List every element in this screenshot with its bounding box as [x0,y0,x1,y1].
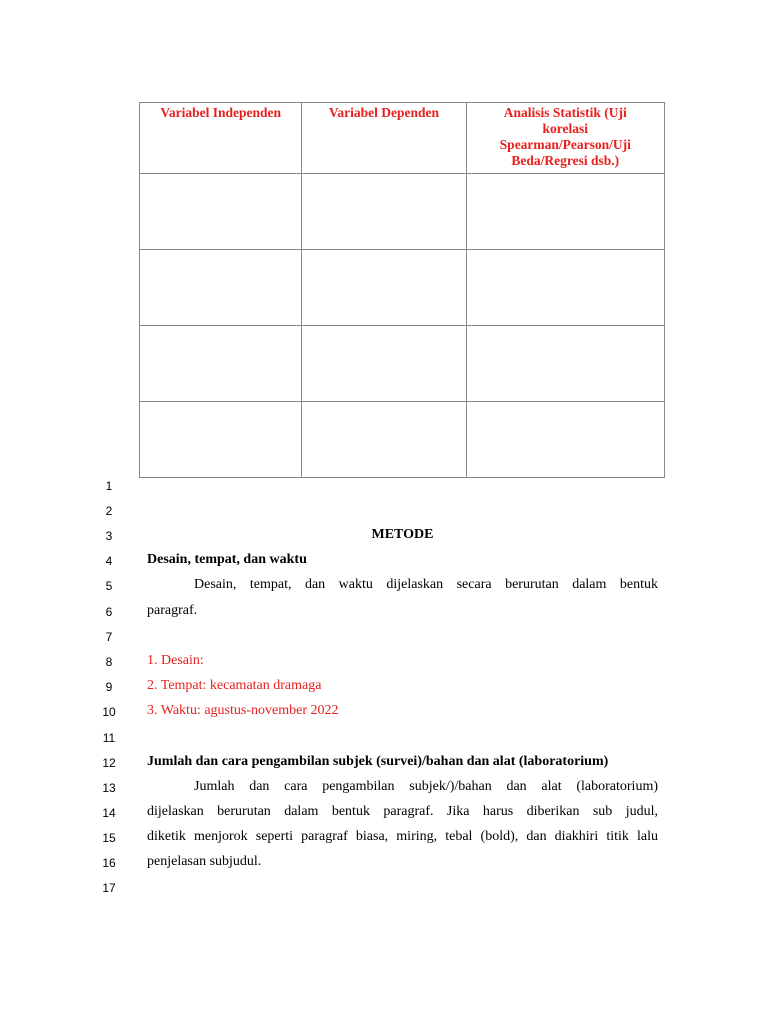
table-cell [302,174,466,250]
table-header-row [140,103,665,174]
paragraph-line: paragraf. [147,603,198,618]
line-number: 3 [105,529,113,543]
table-cell [466,326,664,402]
list-item-place: 2. Tempat: kecamatan dramaga [147,678,322,693]
list-item-time: 3. Waktu: agustus-november 2022 [147,703,339,718]
table-cell [466,174,664,250]
line-number: 5 [105,579,113,593]
table-cell [466,402,664,478]
line-number: 13 [102,781,116,795]
line-number: 16 [102,856,116,870]
table-cell [140,250,302,326]
line-number: 11 [102,731,116,745]
line-number: 10 [102,705,116,719]
line-number: 14 [102,806,116,820]
header-independent-variable: Variabel Independen [140,103,302,174]
table-cell [140,174,302,250]
paragraph-line: Desain, tempat, dan waktu dijelaskan secara berurutan dalam bentuk [194,577,658,592]
list-item-design: 1. Desain: [147,653,204,668]
table-row [140,174,665,250]
header-statistical-analysis: Analisis Statistik (Uji korelasi Spearman/Pearson/Uji Beda/Regresi dsb.) [466,103,664,174]
header-dependent-variable: Variabel Dependen [302,103,466,174]
subheading-subjects-materials: Jumlah dan cara pengambilan subjek (survei)/bahan dan alat (laboratorium) [147,754,609,769]
table-cell [302,326,466,402]
line-number: 12 [102,756,116,770]
table-cell [302,402,466,478]
paragraph-line: Jumlah dan cara pengambilan subjek/)/bahan dan alat (laboratorium) [194,779,658,794]
table-row [140,402,665,478]
table-cell [140,326,302,402]
line-number: 9 [105,680,113,694]
line-number: 2 [105,504,113,518]
line-number: 6 [105,605,113,619]
subheading-design-place-time: Desain, tempat, dan waktu [147,552,307,567]
paragraph-line: dijelaskan berurutan dalam bentuk paragraf. Jika harus diberikan sub judul, [147,804,658,819]
table-cell [140,402,302,478]
line-number: 15 [102,831,116,845]
line-number: 8 [105,655,113,669]
table-row [140,326,665,402]
variable-table [139,102,665,478]
line-number: 4 [105,554,113,568]
line-number: 7 [105,630,113,644]
table-row [140,250,665,326]
paragraph-line: penjelasan subjudul. [147,854,262,869]
line-number: 1 [105,479,113,493]
section-title: METODE [371,527,434,542]
table-cell [302,250,466,326]
table-cell [466,250,664,326]
line-number: 17 [102,881,116,895]
paragraph-line: diketik menjorok seperti paragraf biasa, miring, tebal (bold), dan diakhiri titik lalu [147,829,658,844]
